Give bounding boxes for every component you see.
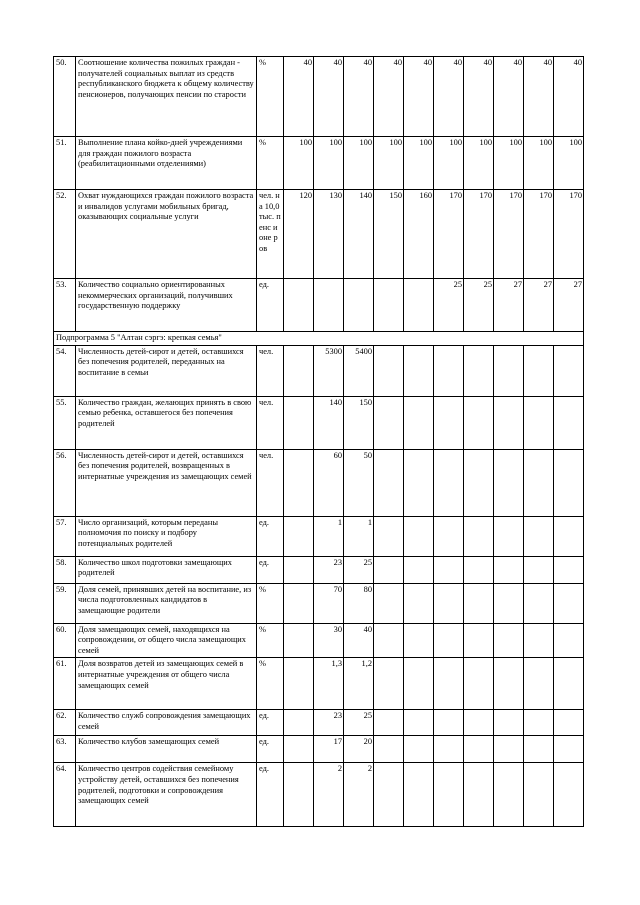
- value-cell: [404, 556, 434, 583]
- value-cell: 100: [284, 137, 314, 190]
- value-cell: [554, 556, 584, 583]
- value-cell: 25: [434, 279, 464, 332]
- value-cell: [284, 345, 314, 396]
- value-cell: [494, 516, 524, 556]
- value-cell: 27: [554, 279, 584, 332]
- value-cell: [404, 623, 434, 658]
- value-cell: 100: [344, 137, 374, 190]
- value-cell: 160: [404, 190, 434, 279]
- unit-cell: %: [257, 623, 284, 658]
- value-cell: [554, 345, 584, 396]
- value-cell: [434, 763, 464, 827]
- value-cell: 30: [314, 623, 344, 658]
- value-cell: [494, 763, 524, 827]
- value-cell: 23: [314, 556, 344, 583]
- value-cell: [494, 449, 524, 516]
- value-cell: [554, 658, 584, 710]
- value-cell: [374, 345, 404, 396]
- value-cell: [524, 710, 554, 736]
- indicator-name: Выполнение плана койко-дней учреждениями для граждан пожилого возраста (реабилитационными отделениями): [76, 137, 257, 190]
- value-cell: 100: [374, 137, 404, 190]
- value-cell: [434, 736, 464, 763]
- value-cell: 27: [524, 279, 554, 332]
- value-cell: [404, 516, 434, 556]
- value-cell: [434, 396, 464, 449]
- value-cell: [554, 396, 584, 449]
- row-number: 64.: [54, 763, 76, 827]
- value-cell: [464, 658, 494, 710]
- value-cell: 100: [434, 137, 464, 190]
- indicator-name: Численность детей-сирот и детей, оставшихся без попечения родителей, возвращенных в интернатные учреждения из замещающих семей: [76, 449, 257, 516]
- value-cell: [524, 516, 554, 556]
- value-cell: 20: [344, 736, 374, 763]
- unit-cell: %: [257, 137, 284, 190]
- value-cell: [494, 556, 524, 583]
- value-cell: 1: [314, 516, 344, 556]
- table-row: [54, 190, 584, 279]
- value-cell: 40: [344, 57, 374, 137]
- value-cell: 140: [314, 396, 344, 449]
- indicator-name: Соотношение количества пожилых граждан - получателей социальных выплат из средств республиканского бюджета к общему количеству пенсионеров, получающих пенсии по старости: [76, 57, 257, 137]
- table-row: [54, 57, 584, 137]
- value-cell: 27: [494, 279, 524, 332]
- value-cell: [554, 623, 584, 658]
- indicator-name: Количество социально ориентированных некоммерческих организаций, получивших государственную поддержку: [76, 279, 257, 332]
- row-number: 52.: [54, 190, 76, 279]
- value-cell: [374, 396, 404, 449]
- value-cell: 100: [554, 137, 584, 190]
- value-cell: 100: [464, 137, 494, 190]
- table-row: [54, 516, 584, 556]
- value-cell: 25: [464, 279, 494, 332]
- unit-cell: чел.: [257, 396, 284, 449]
- indicator-name: Количество служб сопровождения замещающих семей: [76, 710, 257, 736]
- table-row: [54, 763, 584, 827]
- value-cell: 40: [284, 57, 314, 137]
- value-cell: [374, 449, 404, 516]
- value-cell: [524, 623, 554, 658]
- table-row: [54, 279, 584, 332]
- value-cell: 25: [344, 556, 374, 583]
- value-cell: 40: [464, 57, 494, 137]
- section-title: Подпрограмма 5 "Алтан сэргэ: крепкая семья": [54, 332, 584, 346]
- value-cell: 2: [344, 763, 374, 827]
- row-number: 55.: [54, 396, 76, 449]
- value-cell: 1,2: [344, 658, 374, 710]
- indicator-name: Доля замещающих семей, находящихся на сопровождении, от общего числа замещающих семей: [76, 623, 257, 658]
- value-cell: [524, 345, 554, 396]
- value-cell: [494, 710, 524, 736]
- value-cell: 140: [344, 190, 374, 279]
- value-cell: 40: [404, 57, 434, 137]
- value-cell: 1,3: [314, 658, 344, 710]
- table-row: [54, 556, 584, 583]
- value-cell: [464, 396, 494, 449]
- value-cell: 100: [524, 137, 554, 190]
- value-cell: [494, 583, 524, 623]
- value-cell: 170: [464, 190, 494, 279]
- indicator-name: Доля семей, принявших детей на воспитание, из числа подготовленных кандидатов в замещающие родители: [76, 583, 257, 623]
- value-cell: 40: [524, 57, 554, 137]
- value-cell: 5400: [344, 345, 374, 396]
- table-row: [54, 449, 584, 516]
- value-cell: [374, 279, 404, 332]
- value-cell: [464, 710, 494, 736]
- value-cell: [344, 279, 374, 332]
- value-cell: 170: [524, 190, 554, 279]
- row-number: 51.: [54, 137, 76, 190]
- unit-cell: ед.: [257, 556, 284, 583]
- value-cell: [434, 556, 464, 583]
- table-row: [54, 710, 584, 736]
- value-cell: [284, 516, 314, 556]
- row-number: 54.: [54, 345, 76, 396]
- value-cell: 17: [314, 736, 344, 763]
- row-number: 50.: [54, 57, 76, 137]
- value-cell: [554, 516, 584, 556]
- value-cell: 2: [314, 763, 344, 827]
- unit-cell: ед.: [257, 763, 284, 827]
- value-cell: [494, 658, 524, 710]
- value-cell: [434, 516, 464, 556]
- row-number: 61.: [54, 658, 76, 710]
- value-cell: [434, 623, 464, 658]
- value-cell: [374, 658, 404, 710]
- value-cell: [284, 623, 314, 658]
- value-cell: [464, 449, 494, 516]
- indicator-name: Количество клубов замещающих семей: [76, 736, 257, 763]
- row-number: 60.: [54, 623, 76, 658]
- value-cell: [434, 710, 464, 736]
- table-row: [54, 396, 584, 449]
- document-page: [53, 56, 583, 827]
- unit-cell: ед.: [257, 516, 284, 556]
- value-cell: [374, 623, 404, 658]
- value-cell: [284, 449, 314, 516]
- row-number: 62.: [54, 710, 76, 736]
- value-cell: [554, 710, 584, 736]
- unit-cell: ед.: [257, 736, 284, 763]
- value-cell: [404, 763, 434, 827]
- unit-cell: %: [257, 658, 284, 710]
- unit-cell: ед.: [257, 279, 284, 332]
- value-cell: 40: [434, 57, 464, 137]
- value-cell: [284, 396, 314, 449]
- table-row: [54, 736, 584, 763]
- value-cell: [284, 710, 314, 736]
- value-cell: [374, 763, 404, 827]
- indicator-name: Количество граждан, желающих принять в свою семью ребенка, оставшегося без попечения родителей: [76, 396, 257, 449]
- unit-cell: чел. на 10,0 тыс. пенс ионе ров: [257, 190, 284, 279]
- unit-cell: чел.: [257, 449, 284, 516]
- indicator-name: Доля возвратов детей из замещающих семей в интернатные учреждения от общего числа замещающих семей: [76, 658, 257, 710]
- value-cell: [494, 736, 524, 763]
- value-cell: 60: [314, 449, 344, 516]
- value-cell: [524, 658, 554, 710]
- value-cell: 50: [344, 449, 374, 516]
- value-cell: [464, 623, 494, 658]
- value-cell: [554, 449, 584, 516]
- unit-cell: %: [257, 583, 284, 623]
- value-cell: 130: [314, 190, 344, 279]
- value-cell: 150: [374, 190, 404, 279]
- value-cell: [404, 736, 434, 763]
- value-cell: 23: [314, 710, 344, 736]
- row-number: 53.: [54, 279, 76, 332]
- value-cell: 5300: [314, 345, 344, 396]
- row-number: 59.: [54, 583, 76, 623]
- indicator-name: Численность детей-сирот и детей, оставшихся без попечения родителей, переданных на воспитание в семьи: [76, 345, 257, 396]
- value-cell: [434, 658, 464, 710]
- value-cell: 25: [344, 710, 374, 736]
- value-cell: [404, 583, 434, 623]
- value-cell: [374, 710, 404, 736]
- value-cell: [554, 763, 584, 827]
- value-cell: [284, 763, 314, 827]
- value-cell: [554, 583, 584, 623]
- value-cell: 40: [374, 57, 404, 137]
- value-cell: 170: [434, 190, 464, 279]
- indicator-name: Число организаций, которым переданы полномочия по поиску и подбору потенциальных родителей: [76, 516, 257, 556]
- value-cell: [284, 736, 314, 763]
- value-cell: [464, 345, 494, 396]
- value-cell: [524, 583, 554, 623]
- value-cell: [404, 449, 434, 516]
- value-cell: [404, 345, 434, 396]
- unit-cell: чел.: [257, 345, 284, 396]
- value-cell: [464, 583, 494, 623]
- value-cell: [524, 556, 554, 583]
- value-cell: [524, 449, 554, 516]
- row-number: 56.: [54, 449, 76, 516]
- value-cell: [284, 279, 314, 332]
- value-cell: [494, 396, 524, 449]
- value-cell: [434, 583, 464, 623]
- value-cell: 120: [284, 190, 314, 279]
- unit-cell: %: [257, 57, 284, 137]
- value-cell: 70: [314, 583, 344, 623]
- indicators-table: [53, 56, 584, 827]
- table-row: [54, 137, 584, 190]
- table-row: [54, 623, 584, 658]
- value-cell: [404, 710, 434, 736]
- value-cell: [464, 516, 494, 556]
- value-cell: [524, 396, 554, 449]
- value-cell: [434, 449, 464, 516]
- value-cell: [404, 396, 434, 449]
- value-cell: [464, 556, 494, 583]
- indicator-name: Охват нуждающихся граждан пожилого возраста и инвалидов услугами мобильных бригад, оказывающих социальные услуги: [76, 190, 257, 279]
- value-cell: 1: [344, 516, 374, 556]
- value-cell: 80: [344, 583, 374, 623]
- table-row: [54, 658, 584, 710]
- value-cell: 40: [494, 57, 524, 137]
- table-row: [54, 583, 584, 623]
- value-cell: 170: [554, 190, 584, 279]
- value-cell: [284, 658, 314, 710]
- indicator-name: Количество центров содействия семейному устройству детей, оставшихся без попечения родителей, подготовки и сопровождения замещающих семей: [76, 763, 257, 827]
- value-cell: [524, 763, 554, 827]
- value-cell: [284, 556, 314, 583]
- value-cell: [374, 516, 404, 556]
- value-cell: 100: [404, 137, 434, 190]
- value-cell: 100: [494, 137, 524, 190]
- value-cell: [404, 658, 434, 710]
- value-cell: [404, 279, 434, 332]
- value-cell: [494, 345, 524, 396]
- value-cell: [374, 583, 404, 623]
- value-cell: [554, 736, 584, 763]
- row-number: 63.: [54, 736, 76, 763]
- value-cell: [314, 279, 344, 332]
- value-cell: 40: [344, 623, 374, 658]
- table-row: [54, 345, 584, 396]
- value-cell: [434, 345, 464, 396]
- row-number: 57.: [54, 516, 76, 556]
- value-cell: [494, 623, 524, 658]
- value-cell: 40: [554, 57, 584, 137]
- value-cell: [374, 556, 404, 583]
- value-cell: 150: [344, 396, 374, 449]
- value-cell: 170: [494, 190, 524, 279]
- row-number: 58.: [54, 556, 76, 583]
- value-cell: [464, 763, 494, 827]
- value-cell: [284, 583, 314, 623]
- value-cell: 100: [314, 137, 344, 190]
- section-row: [54, 332, 584, 346]
- value-cell: 40: [314, 57, 344, 137]
- indicator-name: Количество школ подготовки замещающих родителей: [76, 556, 257, 583]
- unit-cell: ед.: [257, 710, 284, 736]
- value-cell: [374, 736, 404, 763]
- value-cell: [524, 736, 554, 763]
- value-cell: [464, 736, 494, 763]
